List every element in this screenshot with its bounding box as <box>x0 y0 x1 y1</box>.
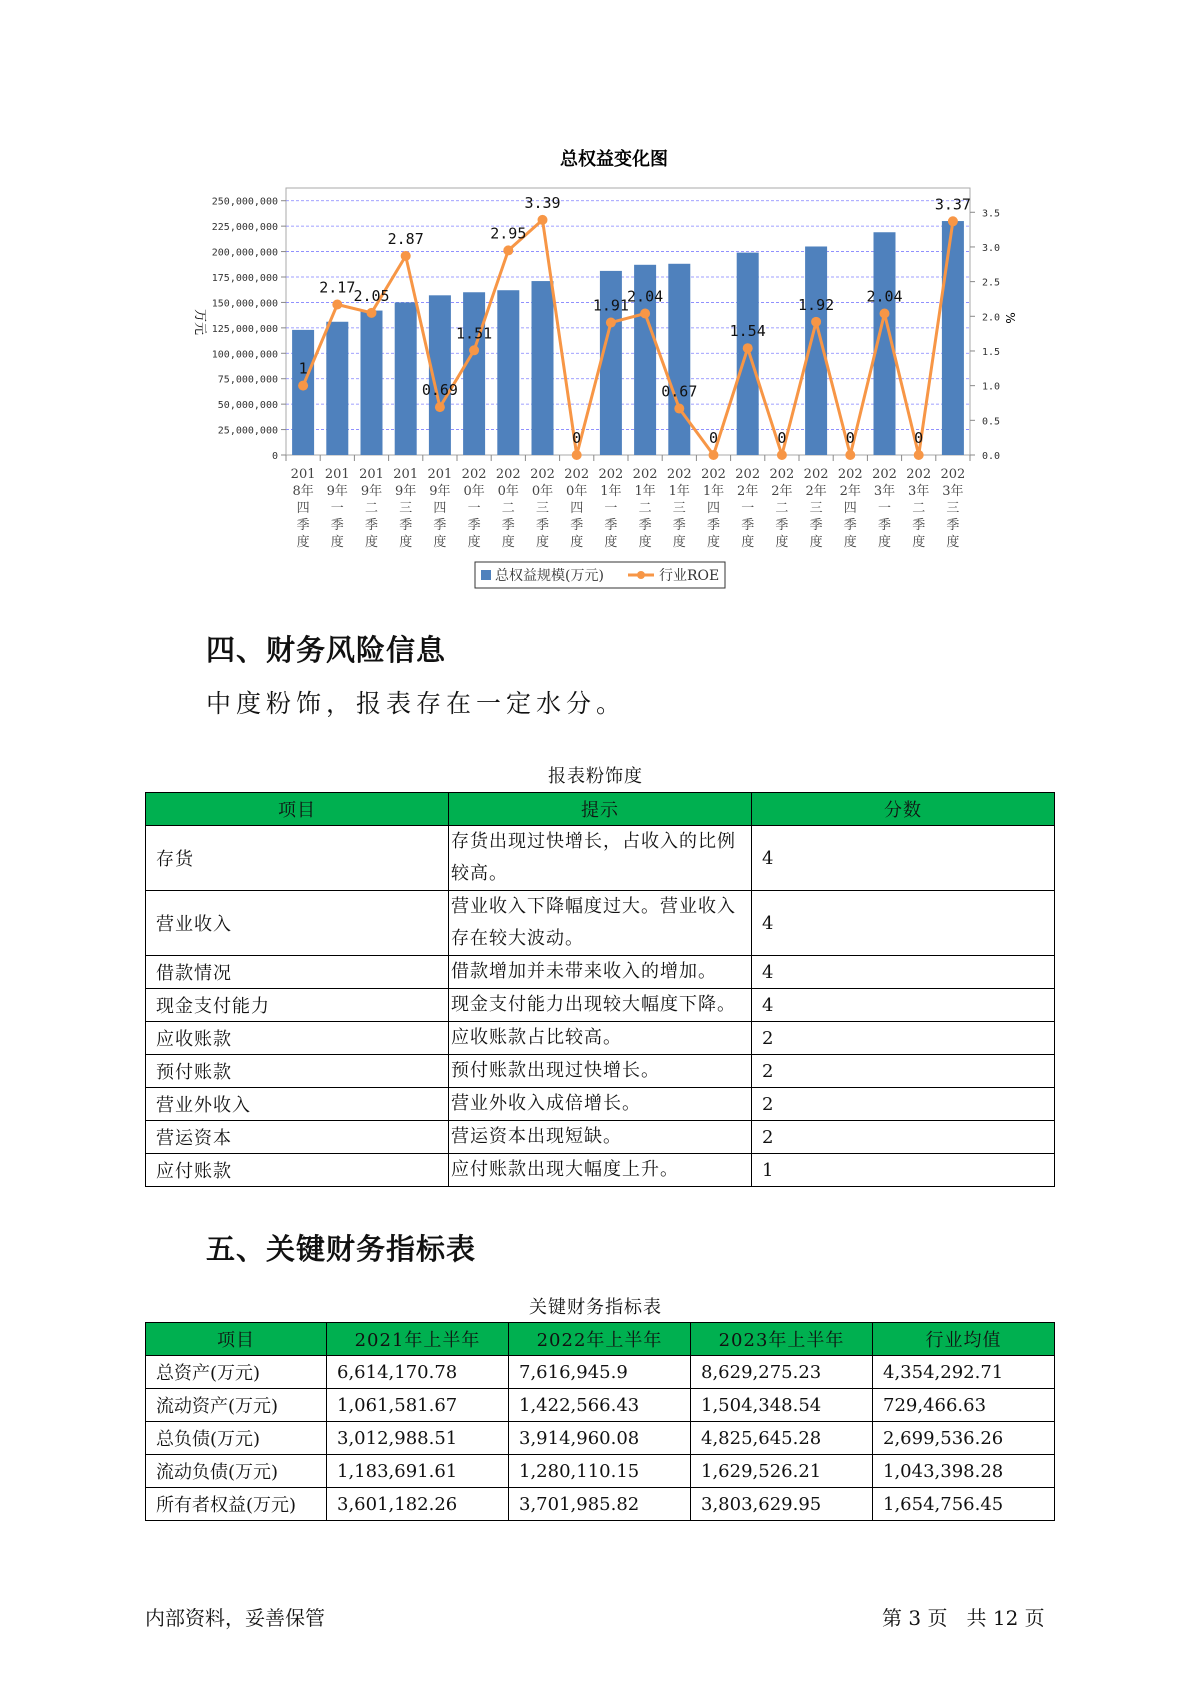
x-tick-label: 度 <box>604 535 618 550</box>
x-tick-label: 度 <box>741 535 755 550</box>
x-tick-label: 202 <box>461 467 487 482</box>
x-tick-label: 0年 <box>531 484 554 499</box>
y-left-tick-label: 175,000,000 <box>211 273 278 284</box>
kpi-row <box>146 1488 1055 1521</box>
x-tick-label: 季 <box>604 518 618 533</box>
roe-point <box>606 318 616 328</box>
roe-data-label: 3.39 <box>524 193 561 212</box>
page-number: 第 3 页 共 12 页 <box>882 1606 1045 1630</box>
x-tick-label: 度 <box>467 535 481 550</box>
bar <box>532 281 554 455</box>
roe-data-label: 0 <box>845 429 855 447</box>
y-left-tick-label: 50,000,000 <box>217 400 278 412</box>
roe-data-label: 2.17 <box>319 278 356 297</box>
section5-title: 五、关键财务指标表 <box>206 1232 477 1266</box>
risk-score-cell: 2 <box>752 1022 1055 1055</box>
x-tick-label: 202 <box>598 467 624 482</box>
x-tick-label: 度 <box>638 535 652 550</box>
y-right-tick-label: 3.0 <box>982 242 1001 254</box>
x-tick-label: 2年 <box>771 484 793 499</box>
roe-data-label: 2.87 <box>387 229 424 248</box>
x-tick-label: 二 <box>775 501 789 516</box>
roe-data-label: 3.37 <box>934 195 971 214</box>
x-tick-label: 季 <box>638 518 652 533</box>
risk-score-cell: 1 <box>752 1154 1055 1187</box>
x-tick-label: 2年 <box>805 484 827 499</box>
kpi-row <box>146 1422 1055 1455</box>
x-tick-label: 2年 <box>737 484 759 499</box>
risk-row <box>146 1055 1055 1088</box>
risk-score-cell: 4 <box>752 891 1055 956</box>
x-tick-label: 201 <box>290 467 316 482</box>
x-tick-label: 度 <box>706 535 721 550</box>
x-tick-label: 度 <box>809 535 823 550</box>
y-right-tick-label: 1.5 <box>982 346 1001 358</box>
x-tick-label: 度 <box>296 535 310 550</box>
x-tick-label: 四 <box>433 501 447 516</box>
risk-table <box>145 792 1055 1187</box>
risk-item-cell: 现金支付能力 <box>146 989 449 1022</box>
x-tick-label: 202 <box>701 467 726 482</box>
x-tick-label: 度 <box>330 535 344 550</box>
bar <box>395 302 417 455</box>
header-hint: 提示 <box>449 793 752 826</box>
kpi-value-cell: 7,616,945.9 <box>509 1356 691 1389</box>
roe-point <box>435 402 445 412</box>
y-right-axis-label: % <box>1003 312 1017 324</box>
risk-hint-cell: 预付账款出现过快增长。 <box>449 1055 752 1088</box>
chart-title: 总权益变化图 <box>560 149 668 170</box>
x-tick-label: 季 <box>364 518 379 533</box>
risk-item-cell: 应付账款 <box>146 1154 449 1187</box>
y-left-tick-label: 225,000,000 <box>211 222 278 234</box>
x-tick-label: 度 <box>570 535 584 550</box>
risk-row <box>146 1154 1055 1187</box>
y-left-tick-label: 150,000,000 <box>211 298 278 310</box>
kpi-table-header <box>146 1323 1055 1356</box>
x-tick-label: 度 <box>843 535 857 550</box>
risk-item-cell: 营运资本 <box>146 1121 449 1154</box>
x-tick-label: 季 <box>946 518 960 533</box>
kpi-value-cell: 1,504,348.54 <box>691 1389 873 1422</box>
x-tick-label: 201 <box>324 467 350 482</box>
x-tick-label: 季 <box>296 518 310 533</box>
x-tick-label: 0年 <box>463 484 485 499</box>
kpi-value-cell: 1,654,756.45 <box>873 1488 1055 1521</box>
risk-score-cell: 2 <box>752 1088 1055 1121</box>
kpi-item-cell: 流动资产(万元) <box>146 1389 327 1422</box>
equity-chart <box>0 0 1191 600</box>
risk-score-cell: 4 <box>752 956 1055 989</box>
risk-item-cell: 营业收入 <box>146 891 449 956</box>
risk-row <box>146 1022 1055 1055</box>
risk-score-cell: 4 <box>752 989 1055 1022</box>
y-left-tick-label: 100,000,000 <box>211 349 278 361</box>
x-tick-label: 202 <box>530 467 555 482</box>
bar <box>737 253 759 455</box>
roe-data-label: 2.04 <box>866 287 903 306</box>
bar <box>942 221 964 455</box>
kpi-row <box>146 1455 1055 1488</box>
risk-row <box>146 1088 1055 1121</box>
risk-hint-cell: 存货出现过快增长，占收入的比例较高。 <box>449 826 752 891</box>
x-tick-label: 1年 <box>634 484 656 499</box>
x-tick-label: 二 <box>501 501 515 516</box>
y-right-tick-label: 0.0 <box>982 451 1001 462</box>
y-left-tick-label: 0 <box>271 451 278 462</box>
risk-score-cell: 4 <box>752 826 1055 891</box>
x-tick-label: 202 <box>632 467 658 482</box>
roe-point <box>743 343 753 353</box>
roe-point <box>880 309 890 319</box>
x-tick-label: 9年 <box>429 484 451 499</box>
kpi-header-industry: 行业均值 <box>873 1323 1055 1356</box>
roe-data-label: 1 <box>298 359 308 378</box>
kpi-row <box>146 1389 1055 1422</box>
kpi-row <box>146 1356 1055 1389</box>
roe-data-label: 1.92 <box>798 295 835 314</box>
risk-row <box>146 1121 1055 1154</box>
risk-row <box>146 989 1055 1022</box>
x-tick-label: 一 <box>330 501 344 516</box>
kpi-value-cell: 4,354,292.71 <box>873 1356 1055 1389</box>
section4-title: 四、财务风险信息 <box>206 633 447 667</box>
risk-hint-cell: 应付账款出现大幅度上升。 <box>449 1154 752 1187</box>
roe-point <box>572 450 582 460</box>
x-tick-label: 202 <box>906 467 932 482</box>
x-tick-label: 201 <box>427 467 453 482</box>
x-tick-label: 季 <box>775 518 789 533</box>
y-right-tick-label: 3.5 <box>982 208 1001 220</box>
x-tick-label: 度 <box>946 535 960 550</box>
x-tick-label: 202 <box>803 467 829 482</box>
x-tick-label: 季 <box>843 518 857 533</box>
roe-point <box>674 404 684 414</box>
roe-point <box>298 381 308 391</box>
roe-data-label: 2.04 <box>627 287 664 306</box>
x-tick-label: 四 <box>570 501 584 516</box>
roe-point <box>640 309 650 319</box>
roe-point <box>332 300 342 310</box>
kpi-value-cell: 2,699,536.26 <box>873 1422 1055 1455</box>
kpi-table <box>145 1322 1055 1521</box>
x-tick-label: 一 <box>877 501 892 516</box>
x-tick-label: 季 <box>433 518 447 533</box>
kpi-value-cell: 1,183,691.61 <box>327 1455 509 1488</box>
legend-bar-swatch <box>481 570 491 580</box>
roe-point <box>469 345 479 355</box>
risk-hint-cell: 借款增加并未带来收入的增加。 <box>449 956 752 989</box>
risk-item-cell: 应收账款 <box>146 1022 449 1055</box>
y-right-tick-label: 2.0 <box>982 312 1001 324</box>
header-score: 分数 <box>752 793 1055 826</box>
x-tick-label: 四 <box>706 501 721 516</box>
roe-point <box>777 450 787 460</box>
x-tick-label: 201 <box>393 467 419 482</box>
roe-data-label: 0 <box>777 429 787 447</box>
x-tick-label: 202 <box>564 467 590 482</box>
risk-item-cell: 营业外收入 <box>146 1088 449 1121</box>
kpi-value-cell: 729,466.63 <box>873 1389 1055 1422</box>
kpi-header-2023: 2023年上半年 <box>691 1323 873 1356</box>
x-tick-label: 度 <box>501 535 515 550</box>
x-tick-label: 202 <box>769 467 795 482</box>
x-tick-label: 季 <box>467 518 481 533</box>
roe-data-label: 0 <box>708 429 719 447</box>
x-tick-label: 度 <box>364 535 379 550</box>
y-left-tick-label: 250,000,000 <box>211 196 278 208</box>
x-tick-label: 202 <box>495 467 521 482</box>
risk-item-cell: 借款情况 <box>146 956 449 989</box>
x-tick-label: 度 <box>672 535 686 550</box>
x-tick-label: 二 <box>638 501 652 516</box>
kpi-item-cell: 流动负债(万元) <box>146 1455 327 1488</box>
roe-point <box>401 251 411 261</box>
x-tick-label: 202 <box>940 467 966 482</box>
x-tick-label: 四 <box>296 501 310 516</box>
roe-data-label: 0.69 <box>421 381 458 400</box>
roe-data-label: 1.51 <box>456 324 493 343</box>
x-tick-label: 202 <box>837 467 863 482</box>
y-left-tick-label: 200,000,000 <box>211 247 278 259</box>
y-right-tick-label: 1.0 <box>982 381 1001 393</box>
x-tick-label: 二 <box>912 501 926 516</box>
y-right-tick-label: 2.5 <box>982 277 1001 289</box>
x-tick-label: 3年 <box>942 484 964 499</box>
x-tick-label: 202 <box>666 467 692 482</box>
y-left-tick-label: 125,000,000 <box>211 323 278 335</box>
legend-bar-label: 总权益规模(万元) <box>495 568 604 584</box>
x-tick-label: 三 <box>946 501 960 516</box>
kpi-table-caption: 关键财务指标表 <box>529 1297 662 1318</box>
y-right-tick-label: 0.5 <box>982 416 1001 428</box>
kpi-header-2022: 2022年上半年 <box>509 1323 691 1356</box>
bar <box>326 322 348 455</box>
risk-item-cell: 存货 <box>146 826 449 891</box>
x-tick-label: 季 <box>809 518 823 533</box>
roe-point <box>811 317 821 327</box>
x-tick-label: 季 <box>741 518 755 533</box>
bar <box>361 311 383 455</box>
kpi-value-cell: 3,803,629.95 <box>691 1488 873 1521</box>
roe-point <box>538 215 548 225</box>
kpi-item-cell: 所有者权益(万元) <box>146 1488 327 1521</box>
x-tick-label: 度 <box>775 535 789 550</box>
footer-note: 内部资料，妥善保管 <box>145 1606 325 1630</box>
risk-score-cell: 2 <box>752 1121 1055 1154</box>
x-tick-label: 3年 <box>873 484 896 499</box>
x-tick-label: 一 <box>741 501 755 516</box>
kpi-value-cell: 1,629,526.21 <box>691 1455 873 1488</box>
x-tick-label: 季 <box>912 518 926 533</box>
risk-hint-cell: 营业收入下降幅度过大。营业收入存在较大波动。 <box>449 891 752 956</box>
risk-table-header <box>146 793 1055 826</box>
x-tick-label: 三 <box>399 501 413 516</box>
kpi-value-cell: 3,914,960.08 <box>509 1422 691 1455</box>
risk-row <box>146 826 1055 891</box>
x-tick-label: 度 <box>399 535 413 550</box>
roe-data-label: 1.91 <box>592 296 629 315</box>
risk-row <box>146 891 1055 956</box>
risk-row <box>146 956 1055 989</box>
kpi-header-item: 项目 <box>146 1323 327 1356</box>
x-tick-label: 9年 <box>360 484 383 499</box>
roe-point <box>948 216 958 226</box>
kpi-value-cell: 1,043,398.28 <box>873 1455 1055 1488</box>
risk-score-cell: 2 <box>752 1055 1055 1088</box>
roe-data-label: 2.05 <box>353 286 390 305</box>
risk-item-cell: 预付账款 <box>146 1055 449 1088</box>
x-tick-label: 8年 <box>292 484 314 499</box>
roe-point <box>709 450 719 460</box>
roe-point <box>845 450 855 460</box>
x-tick-label: 三 <box>535 501 550 516</box>
x-tick-label: 季 <box>672 518 686 533</box>
x-tick-label: 0年 <box>566 484 588 499</box>
roe-data-label: 0.67 <box>661 382 698 401</box>
x-tick-label: 0年 <box>497 484 519 499</box>
risk-summary-text: 中度粉饰，报表存在一定水分。 <box>206 689 627 718</box>
y-left-tick-label: 25,000,000 <box>217 425 278 437</box>
roe-data-label: 0 <box>914 429 924 447</box>
kpi-value-cell: 1,061,581.67 <box>327 1389 509 1422</box>
x-tick-label: 季 <box>501 518 515 533</box>
bar <box>668 264 690 455</box>
roe-data-label: 1.54 <box>729 322 766 341</box>
bar <box>292 330 314 455</box>
x-tick-label: 度 <box>535 535 550 550</box>
bar <box>497 290 519 455</box>
x-tick-label: 9年 <box>326 484 348 499</box>
legend-line-marker <box>637 571 645 579</box>
kpi-value-cell: 3,701,985.82 <box>509 1488 691 1521</box>
risk-hint-cell: 现金支付能力出现较大幅度下降。 <box>449 989 752 1022</box>
x-tick-label: 季 <box>877 518 892 533</box>
y-left-tick-label: 75,000,000 <box>217 374 278 386</box>
x-tick-label: 季 <box>706 518 721 533</box>
header-item: 项目 <box>146 793 449 826</box>
x-tick-label: 一 <box>604 501 618 516</box>
kpi-value-cell: 1,280,110.15 <box>509 1455 691 1488</box>
x-tick-label: 一 <box>467 501 481 516</box>
kpi-header-2021: 2021年上半年 <box>327 1323 509 1356</box>
risk-hint-cell: 应收账款占比较高。 <box>449 1022 752 1055</box>
roe-data-label: 2.95 <box>490 224 527 243</box>
kpi-value-cell: 3,012,988.51 <box>327 1422 509 1455</box>
x-tick-label: 201 <box>359 467 384 482</box>
x-tick-label: 度 <box>433 535 447 550</box>
plot-area <box>286 188 970 455</box>
x-tick-label: 季 <box>399 518 413 533</box>
x-tick-label: 季 <box>570 518 584 533</box>
roe-point <box>367 308 377 318</box>
roe-point <box>503 245 513 255</box>
legend-line-label: 行业ROE <box>659 568 720 584</box>
risk-hint-cell: 营业外收入成倍增长。 <box>449 1088 752 1121</box>
x-tick-label: 三 <box>672 501 686 516</box>
x-tick-label: 1年 <box>702 484 725 499</box>
x-tick-label: 3年 <box>908 484 930 499</box>
x-tick-label: 1年 <box>668 484 690 499</box>
risk-table-caption: 报表粉饰度 <box>548 766 643 787</box>
risk-hint-cell: 营运资本出现短缺。 <box>449 1121 752 1154</box>
x-tick-label: 二 <box>364 501 379 516</box>
kpi-value-cell: 3,601,182.26 <box>327 1488 509 1521</box>
kpi-value-cell: 6,614,170.78 <box>327 1356 509 1389</box>
roe-data-label: 0 <box>572 429 582 447</box>
x-tick-label: 季 <box>535 518 550 533</box>
x-tick-label: 四 <box>843 501 857 516</box>
x-tick-label: 9年 <box>395 484 417 499</box>
x-tick-label: 三 <box>809 501 823 516</box>
bar <box>463 292 485 455</box>
x-tick-label: 1年 <box>600 484 622 499</box>
roe-point <box>914 450 924 460</box>
kpi-value-cell: 4,825,645.28 <box>691 1422 873 1455</box>
kpi-item-cell: 总资产(万元) <box>146 1356 327 1389</box>
x-tick-label: 度 <box>877 535 892 550</box>
x-tick-label: 2年 <box>839 484 861 499</box>
x-tick-label: 季 <box>330 518 344 533</box>
x-tick-label: 202 <box>735 467 761 482</box>
y-left-axis-label: 万元 <box>192 308 207 336</box>
x-tick-label: 202 <box>872 467 897 482</box>
kpi-value-cell: 1,422,566.43 <box>509 1389 691 1422</box>
kpi-item-cell: 总负债(万元) <box>146 1422 327 1455</box>
kpi-value-cell: 8,629,275.23 <box>691 1356 873 1389</box>
x-tick-label: 度 <box>912 535 926 550</box>
